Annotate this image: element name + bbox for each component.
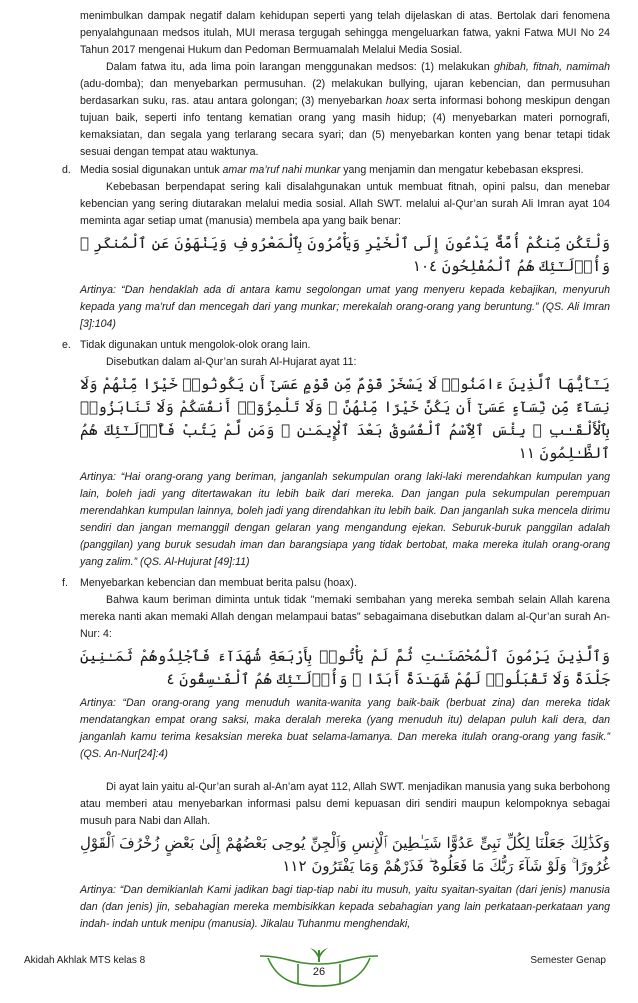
fatwa-emphasis-hoax: hoax [385, 95, 409, 107]
fatwa-text-c: serta informasi bohong meskipun dengan tujuan baik, seperti info tentang kematian orang yang masih hidup; (4) menyebarkan materi pornografi, kemaksiatan, dan segala yang terlarang secara syari; dan (5) menyebarkan konten yang benar tetapi tidak sesuai dengan tempat atau waktunya. [80, 95, 610, 158]
list-marker-e: e. [62, 339, 71, 351]
list-item-e-text: Tidak digunakan untuk mengolok-olok orang lain. [80, 339, 311, 351]
arabic-verse-al-hujurat-11: يَـٰٓأَيُّهَا ٱلَّذِينَ ءَامَنُوا۟ لَا يَسْخَرْ قَوْمٌ مِّن قَوْمٍ عَسَىٰٓ أَن يَكُونُوا۟ خَيْرًا مِّنْهُمْ وَلَا نِسَآءٌ مِّن نِّسَآءٍ عَسَىٰٓ أَن يَكُنَّ خَيْرًا مِّنْهُنَّ ۖ وَلَا تَلْمِزُوٓا۟ أَنفُسَكُمْ وَلَا تَنَابَزُوا۟ بِٱلْأَلْقَـٰبِ ۖ بِئْسَ ٱلِٱسْمُ ٱلْفُسُوقُ بَعْدَ ٱلْإِيمَـٰنِ ۚ وَمَن لَّمْ يَتُبْ فَأُو۟لَـٰٓئِكَ هُمُ ٱلظَّـٰلِمُونَ ١١ [80, 375, 610, 462]
item-f-body: Bahwa kaum beriman diminta untuk tidak "memaki sembahan yang mereka sembah selain Allah karena mereka nanti akan memaki Allah dengan melampaui batas" sebagaimana disebutkan dalam al-Qur’an surah An-Nur: 4: [80, 594, 610, 640]
spacer [62, 767, 610, 779]
arabic-verse-al-anam-112: وَكَذَٰلِكَ جَعَلْنَا لِكُلِّ نَبِىٍّ عَدُوًّا شَيَـٰطِينَ ٱلْإِنسِ وَٱلْجِنِّ يُوحِى بَعْضُهُمْ إِلَىٰ بَعْضٍ زُخْرُفَ ٱلْقَوْلِ غُرُورًا ۚ وَلَوْ شَآءَ رَبُّكَ مَا فَعَلُوهُ ۖ فَذَرْهُمْ وَمَا يَفْتَرُونَ ١١٢ [80, 834, 610, 875]
footer-semester: Semester Genap [530, 955, 606, 966]
page-content [62, 8, 610, 937]
list-item-d [62, 162, 610, 179]
list-item-f-text: Menyebarkan kebencian dan membuat berita palsu (hoax). [80, 577, 357, 589]
list-item-f [62, 575, 610, 592]
fatwa-text-b: (adu-domba); dan menyebarkan permusuhan. (2) melakukan bullying, ujaran kebencian, dan permusuhan berdasarkan suku, ras. atau antara golongan; (3) menyebarkan [80, 78, 610, 107]
list-marker-f: f. [62, 577, 68, 589]
arabic-verse-ali-imran-104: وَلْتَكُن مِّنكُمْ أُمَّةٌ يَدْعُونَ إِلَى ٱلْخَيْرِ وَيَأْمُرُونَ بِٱلْمَعْرُوفِ وَيَنْهَوْنَ عَنِ ٱلْمُنكَرِ ۚ وَأُو۟لَـٰٓئِكَ هُمُ ٱلْمُفْلِحُونَ ١٠٤ [80, 234, 610, 275]
ornament-stem [318, 950, 320, 962]
ornament-leaf-left [310, 948, 319, 960]
footer-book-title: Akidah Akhlak MTS kelas 8 [24, 955, 146, 966]
item-e-body: Disebutkan dalam al-Qur’an surah Al-Hujarat ayat 11: [106, 356, 357, 368]
fatwa-emphasis-ghibah: ghibah, fitnah, namimah [494, 61, 610, 73]
arabic-verse-an-nur-4: وَٱلَّذِينَ يَرْمُونَ ٱلْمُحْصَنَـٰتِ ثُمَّ لَمْ يَأْتُوا۟ بِأَرْبَعَةِ شُهَدَآءَ فَٱجْلِدُوهُمْ ثَمَـٰنِينَ جَلْدَةً وَلَا تَقْبَلُوا۟ لَهُمْ شَهَـٰدَةً أَبَدًا ۚ وَأُو۟لَـٰٓئِكَ هُمُ ٱلْفَـٰسِقُونَ ٤ [80, 647, 610, 688]
item-d-text-b: yang menjamin dan mengatur kebebasan ekspresi. [340, 164, 584, 176]
ornament-sprout [310, 948, 328, 962]
translation-al-hujurat-11: Artinya: “Hai orang-orang yang beriman, janganlah sekumpulan orang laki-laki merendahkan kumpulan yang lain, boleh jadi yang ditertawakan itu lebih baik dari mereka. Dan jangan pula sekumpulan perempuan merendahkan kumpulan lainnya, boleh jadi yang direndahkan itu lebih baik. Dan janganlah suka mencela dirimu sendiri dan jangan memanggil dengan gelaran yang mengandung ejekan. Seburuk-buruk panggilan adalah (panggilan) yang buruk sesudah iman dan barangsiapa yang tidak bertobat, maka mereka itulah orang-orang yang zalim.” (QS. Al-Hujurat [49]:11) [80, 471, 610, 568]
page-number: 26 [312, 966, 326, 978]
ornament-leaf-right [319, 948, 328, 960]
fatwa-text-a: Dalam fatwa itu, ada lima poin larangan menggunakan medsos: (1) melakukan [106, 61, 495, 73]
translation-an-nur-4: Artinya: “Dan orang-orang yang menuduh wanita-wanita yang baik-baik (berbuat zina) dan mereka tidak mendatangkan empat orang saksi, maka deralah mereka (yang menuduh itu) delapan puluh kali dera, dan janganlah kamu terima kesaksian mereka buat selama-lamanya. Dan mereka itulah orang-orang yang fasik.” (QS. An-Nur[24]:4) [80, 697, 610, 760]
item-d-body: Kebebasan berpendapat sering kali disalahgunakan untuk membuat fitnah, opini palsu, dan menebar kebencian yang sering diutarakan melalui media sosial. Allah SWT. melalui al-Qur’an surah Ali Imran ayat 104 meminta agar setiap umat (manusia) membela apa yang baik benar: [80, 181, 610, 227]
translation-ali-imran-104: Artinya: “Dan hendaklah ada di antara kamu segolongan umat yang menyeru kepada kebajikan, menyuruh kepada yang ma'ruf dan mencegah dari yang munkar; merekalah orang-orang yang beruntung.” (QS. Ali Imran [3]:104) [80, 284, 610, 330]
intro-paragraph: menimbulkan dampak negatif dalam kehidupan seperti yang telah dijelaskan di atas. Bertolak dari fenomena penyalahgunaan medsos itulah, MUI merasa tergugah sehingga mengeluarkan fatwa, yakni Fatwa MUI No 24 Tahun 2017 mengenai Hukum dan Pedoman Bermuamalah Melalui Media Sosial. [80, 10, 610, 56]
item-f-body-2: Di ayat lain yaitu al-Qur’an surah al-An’am ayat 112, Allah SWT. menjadikan manusia yang suka berbohong atau memberi atau menyebarkan informasi palsu demi kepuasan diri sendiri maupun kelompoknya sebagai musuh para Nabi dan Allah. [80, 781, 610, 827]
fatwa-paragraph [62, 59, 610, 161]
list-item-e [62, 337, 610, 354]
item-d-emphasis: amar ma’ruf nahi munkar [222, 164, 341, 176]
list-item-d-text [80, 162, 610, 179]
translation-al-anam-112: Artinya: “Dan demikianlah Kami jadikan bagi tiap-tiap nabi itu musuh, yaitu syaitan-syaitan (dari jenis) manusia dan (dan jenis) jin, sebahagian mereka membisikkan kepada sebahagian yang lain perkataan-perkataan yang indah- indah untuk menipu (manusia). Jikalau Tuhanmu menghendaki, [80, 884, 610, 930]
item-d-text-a: Media sosial digunakan untuk [80, 164, 223, 176]
list-marker-d: d. [62, 164, 71, 176]
